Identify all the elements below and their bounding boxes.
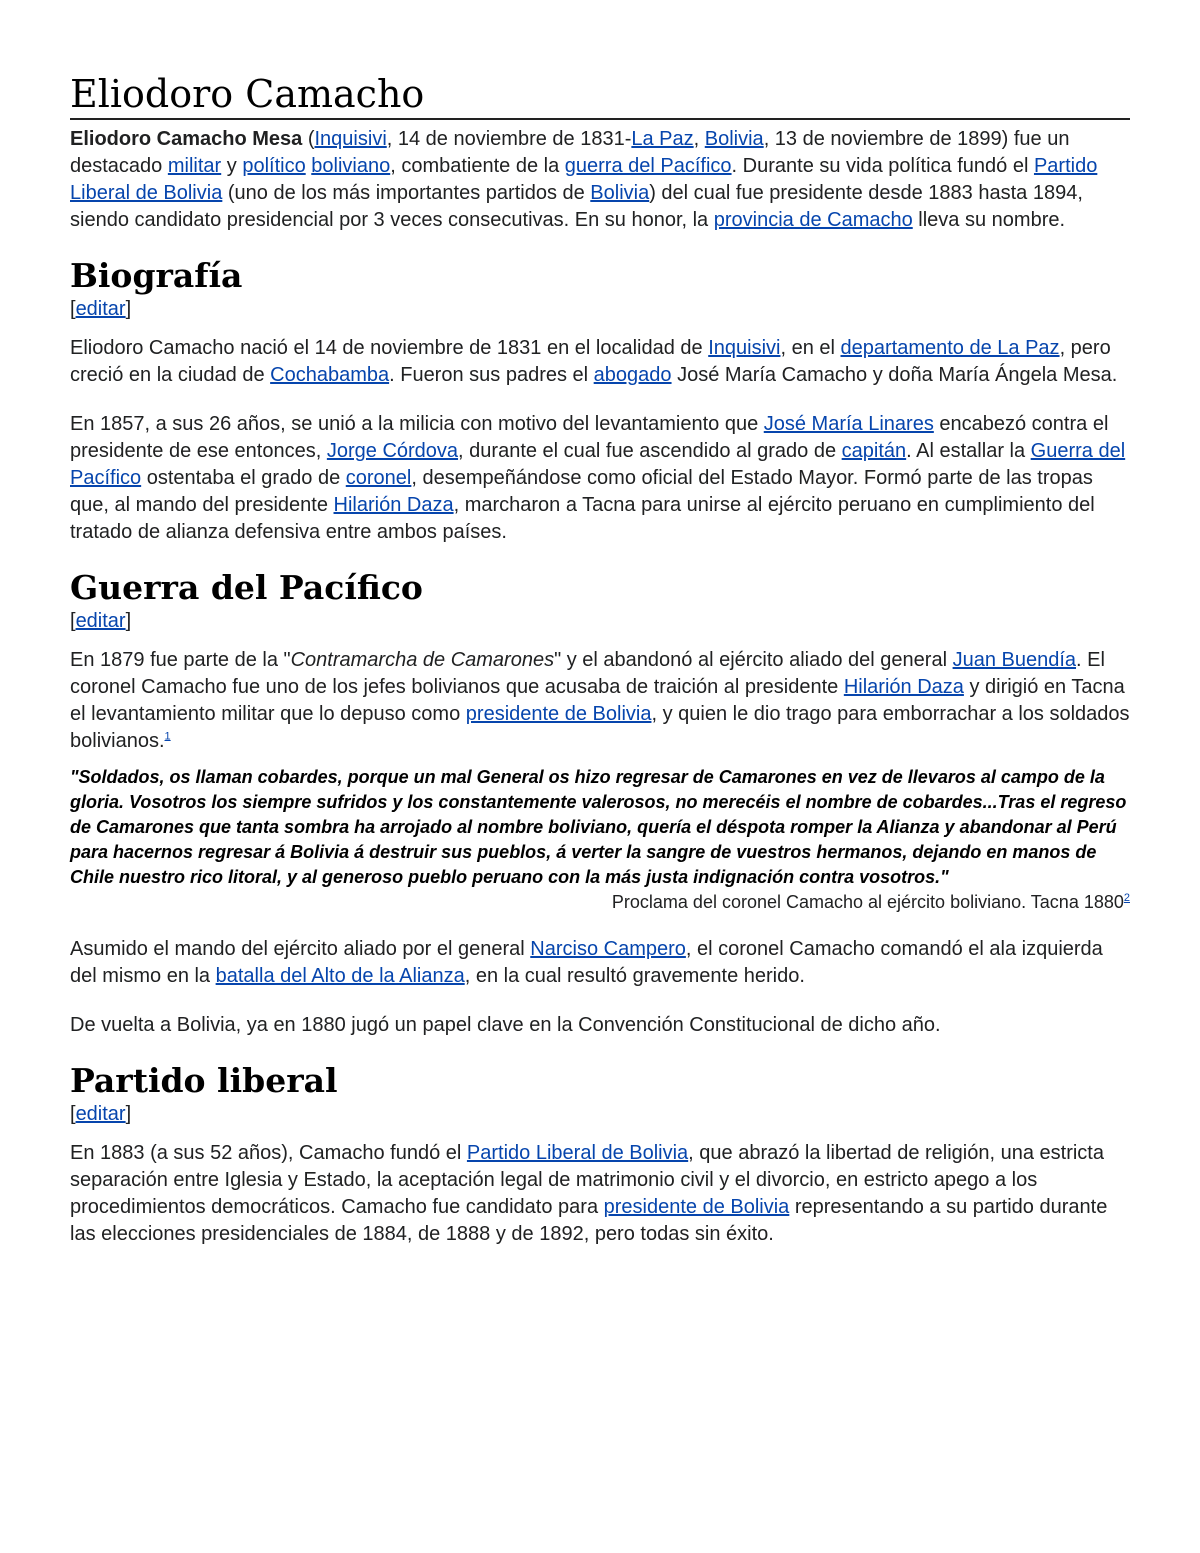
section-heading-guerra: Guerra del Pacífico bbox=[70, 568, 423, 607]
edit-link[interactable]: editar bbox=[75, 298, 126, 320]
link-batalla-alto-de-la-alianza[interactable]: batalla del Alto de la Alianza bbox=[215, 965, 465, 987]
guerra-paragraph-3: De vuelta a Bolivia, ya en 1880 jugó un papel clave en la Convención Constitucional de dicho año. bbox=[70, 1014, 941, 1036]
link-boliviano[interactable]: boliviano bbox=[311, 155, 391, 177]
link-guerra-del-pacifico[interactable]: guerra del Pacífico bbox=[564, 155, 732, 177]
text: , 14 de noviembre de 1831- bbox=[386, 128, 632, 150]
link-presidente-de-bolivia[interactable]: presidente de Bolivia bbox=[603, 1196, 790, 1218]
text: , combatiente de la bbox=[390, 155, 565, 177]
quote-source-text: Proclama del coronel Camacho al ejército boliviano. Tacna 1880 bbox=[611, 892, 1124, 912]
text: lleva su nombre. bbox=[912, 209, 1066, 231]
text: Asumido el mando del ejército aliado por el general bbox=[70, 938, 531, 960]
link-inquisivi[interactable]: Inquisivi bbox=[708, 337, 781, 359]
link-narciso-campero[interactable]: Narciso Campero bbox=[530, 938, 686, 960]
quote-source bbox=[70, 890, 1130, 914]
italic-text: Contramarcha de Camarones bbox=[290, 649, 555, 671]
edit-link[interactable]: editar bbox=[75, 1103, 126, 1125]
text: En 1883 (a sus 52 años), Camacho fundó el bbox=[70, 1142, 467, 1164]
liberal-paragraph-1 bbox=[70, 1140, 1130, 1248]
text: , el coronel Camacho comandó el ala izquierda del mismo en la bbox=[70, 938, 1103, 987]
guerra-paragraph-1 bbox=[70, 647, 1130, 755]
article-subject-name: Eliodoro Camacho Mesa bbox=[70, 128, 303, 150]
text: . El coronel Camacho fue uno de los jefes bolivianos que acusaba de traición al presidente bbox=[70, 649, 1105, 698]
text: " y el abandonó al ejército aliado del general bbox=[554, 649, 953, 671]
link-jorge-cordova[interactable]: Jorge Córdova bbox=[326, 440, 459, 462]
intro-paragraph: Eliodoro Camacho Mesa (Inquisivi, 14 de noviembre de 1831-La Paz, Bolivia, 13 de noviembre de 1899) fue un destacado militar y político boliviano, combatiente de la guerra del Pacífico. Durante su vida política fundó el Partido Liberal de Bolivia (uno de los más importantes partidos de Bolivia) del cual fue presidente desde 1883 hasta 1894, siendo candidato presidencial por 3 veces consecutivas. En su honor, la provincia de Camacho lleva su nombre. bbox=[70, 128, 1098, 231]
link-coronel[interactable]: coronel bbox=[345, 467, 412, 489]
text: En 1879 fue parte de la " bbox=[70, 649, 291, 671]
text: , desempeñándose como oficial del Estado Mayor. Formó parte de las tropas que, al mando del presidente bbox=[70, 467, 1093, 516]
reference-link[interactable]: 2 bbox=[1123, 892, 1130, 904]
link-cochabamba[interactable]: Cochabamba bbox=[270, 364, 390, 386]
link-bolivia[interactable]: Bolivia bbox=[704, 128, 764, 150]
text: , 13 de noviembre de 1899) fue un destacado bbox=[70, 128, 1070, 177]
link-abogado[interactable]: abogado bbox=[593, 364, 672, 386]
text: Eliodoro Camacho nació el 14 de noviembre de 1831 en el localidad de bbox=[70, 337, 709, 359]
text: . Al estallar la bbox=[906, 440, 1031, 462]
page-title: Eliodoro Camacho bbox=[70, 72, 1130, 120]
text: , pero creció en la ciudad de bbox=[70, 337, 1111, 386]
link-jose-maria-linares[interactable]: José María Linares bbox=[763, 413, 934, 435]
text: , y quien le dio trago para emborrachar a los soldados bolivianos. bbox=[70, 703, 1130, 752]
section-heading-biografia: Biografía bbox=[70, 256, 243, 295]
link-inquisivi[interactable]: Inquisivi bbox=[314, 128, 387, 150]
biografia-paragraph-1 bbox=[70, 335, 1130, 389]
edit-section-partido-liberal: [editar] bbox=[70, 1103, 132, 1125]
link-presidente-de-bolivia[interactable]: presidente de Bolivia bbox=[465, 703, 652, 725]
link-bolivia-2[interactable]: Bolivia bbox=[590, 182, 650, 204]
text: , en el bbox=[780, 337, 841, 359]
guerra-paragraph-2 bbox=[70, 936, 1130, 990]
text: ostentaba el grado de bbox=[141, 467, 346, 489]
text: . Fueron sus padres el bbox=[389, 364, 594, 386]
link-militar[interactable]: militar bbox=[167, 155, 222, 177]
text: José María Camacho y doña María Ángela Mesa. bbox=[671, 364, 1118, 386]
biografia-paragraph-2 bbox=[70, 411, 1130, 546]
article bbox=[70, 72, 1130, 1270]
text: . Durante su vida política fundó el bbox=[731, 155, 1034, 177]
text: , que abrazó la libertad de religión, una estricta separación entre Iglesia y Estado, la aceptación legal de matrimonio civil y el divorcio, en estricto apego a los procedimientos democráticos. Camacho fue candidato para bbox=[70, 1142, 1104, 1218]
link-capitan[interactable]: capitán bbox=[841, 440, 907, 462]
link-departamento-de-la-paz[interactable]: departamento de La Paz bbox=[840, 337, 1060, 359]
text: y dirigió en Tacna el levantamiento militar que lo depuso como bbox=[70, 676, 1125, 725]
text: , en la cual resultó gravemente herido. bbox=[464, 965, 805, 987]
edit-section-biografia: [editar] bbox=[70, 298, 132, 320]
text: En 1857, a sus 26 años, se unió a la milicia con motivo del levantamiento que bbox=[70, 413, 764, 435]
link-politico[interactable]: político bbox=[242, 155, 306, 177]
text: , durante el cual fue ascendido al grado de bbox=[458, 440, 842, 462]
edit-link[interactable]: editar bbox=[75, 610, 126, 632]
link-la-paz[interactable]: La Paz bbox=[631, 128, 694, 150]
link-partido-liberal[interactable]: Partido Liberal de Bolivia bbox=[70, 155, 1098, 204]
link-hilarion-daza[interactable]: Hilarión Daza bbox=[843, 676, 964, 698]
link-hilarion-daza[interactable]: Hilarión Daza bbox=[333, 494, 454, 516]
text: encabezó contra el presidente de ese entonces, bbox=[70, 413, 1109, 462]
section-heading-partido-liberal: Partido liberal bbox=[70, 1061, 338, 1100]
link-provincia-de-camacho[interactable]: provincia de Camacho bbox=[713, 209, 913, 231]
text: representando a su partido durante las elecciones presidenciales de 1884, de 1888 y de 1892, pero todas sin éxito. bbox=[70, 1196, 1108, 1245]
edit-section-guerra: [editar] bbox=[70, 610, 132, 632]
link-partido-liberal[interactable]: Partido Liberal de Bolivia bbox=[466, 1142, 689, 1164]
reference-link[interactable]: 1 bbox=[164, 730, 171, 743]
link-guerra-del-pacifico[interactable]: Guerra del Pacífico bbox=[70, 440, 1126, 489]
text: (uno de los más importantes partidos de bbox=[222, 182, 591, 204]
text: ) del cual fue presidente desde 1883 hasta 1894, siendo candidato presidencial por 3 veces consecutivas. En su honor, la bbox=[70, 182, 1083, 231]
quote-block: "Soldados, os llaman cobardes, porque un mal General os hizo regresar de Camarones en vez de llevaros al campo de la gloria. Vosotros los siempre sufridos y los constantemente valerosos, no merecéis el nombre de cobardes...Tras el regreso de Camarones que tanta sombra ha arrojado al nombre boliviano, quería el déspota romper la Alianza y abandonar al Perú para hacernos regresar á Bolivia á destruir sus pueblos, á verter la sangre de vuestros hermanos, dejando en manos de Chile nuestro rico litoral, y al generoso pueblo peruano con la más justa indignación contra vosotros." bbox=[70, 767, 1127, 887]
link-juan-buendia[interactable]: Juan Buendía bbox=[952, 649, 1077, 671]
text: , marcharon a Tacna para unirse al ejército peruano en cumplimiento del tratado de alianza defensiva entre ambos países. bbox=[70, 494, 1095, 543]
